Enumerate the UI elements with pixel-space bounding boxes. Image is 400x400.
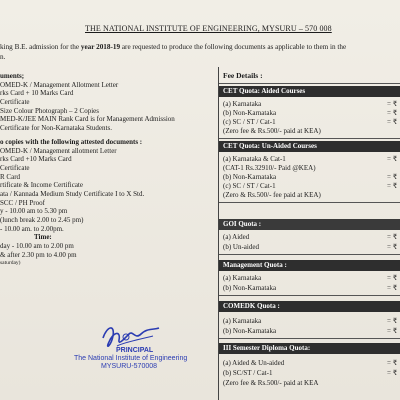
- doc-item: MED-K/JEE MAIN Rank Card is for Management Admission: [0, 115, 175, 124]
- fee-row: (b) Un-aided = ₹: [223, 243, 398, 251]
- copy-item: rks Card +10 Marks Card: [0, 155, 72, 164]
- doc-item: Size Colour Photograph – 2 Copies: [0, 106, 99, 115]
- fee-row: (a) Aided & Un-aided = ₹: [223, 359, 398, 367]
- timing-line: y - 10.00 am to 5.30 pm: [0, 207, 68, 216]
- doc-item: Certificate: [0, 98, 30, 107]
- timing-line: - 10.00 am. to 2.00pm.: [0, 224, 64, 233]
- fee-row: (a) Karnataka = ₹: [223, 100, 398, 108]
- fee-row: (a) Aided = ₹: [223, 233, 398, 241]
- copy-item: rtificate & Income Certificate: [0, 181, 83, 190]
- section-cet-aided: CET Quota: Aided Courses: [219, 86, 400, 97]
- fee-row: (a) Karnataka & Cat-1 = ₹: [223, 155, 398, 163]
- fee-note: (Zero & Rs.500/- fee paid at KEA): [223, 191, 321, 199]
- fee-row: (a) Karnataka = ₹: [223, 317, 398, 325]
- page-title: THE NATIONAL INSTITUTE OF ENGINEERING, MYSURU – 570 008: [85, 24, 332, 33]
- section-management: Management Quota :: [219, 260, 400, 271]
- intro-line-2: n.: [0, 53, 6, 61]
- timing-line: & after 2.30 pm to 4.00 pm: [0, 250, 77, 259]
- fee-row: (a) Karnataka = ₹: [223, 274, 398, 282]
- intro-paragraph: [0, 42, 400, 62]
- timing-line: (lunch break 2.00 to 2.45 pm): [0, 216, 84, 224]
- fee-row: (b) SC/ST / Cat-1 = ₹: [223, 369, 398, 377]
- copy-item: SCC / PH Proof: [0, 198, 45, 207]
- section-comedk: COMEDK Quota :: [219, 301, 400, 312]
- fee-row: (c) SC / ST / Cat-1 = ₹: [223, 182, 398, 190]
- fee-row: (b) Non-Karnataka = ₹: [223, 284, 398, 292]
- fee-note: (Zero fee & Rs.500/- paid at KEA): [223, 127, 321, 135]
- documents-heading: uments;: [0, 72, 25, 80]
- fee-row: (c) SC / ST / Cat-1 = ₹: [223, 118, 398, 126]
- doc-item: Certificate for Non-Karnataka Students.: [0, 124, 112, 133]
- fee-details-table: [218, 67, 400, 400]
- doc-item: rks Card + 10 Marks Card: [0, 89, 74, 98]
- doc-item: OMED-K / Management Allotment Letter: [0, 80, 119, 89]
- section-goi: GOI Quota :: [219, 219, 400, 230]
- copy-item: OMED-K / Management allotment Letter: [0, 146, 117, 155]
- copies-heading: o copies with the following attested documents :: [0, 137, 143, 146]
- fee-heading: Fee Details :: [223, 71, 263, 80]
- timing-line: saturday): [0, 260, 21, 267]
- stamp-institute: The National Institute of Engineering: [74, 355, 188, 362]
- documents-column: [0, 72, 200, 268]
- copy-item: ata / Kannada Medium Study Certificate I to X Std.: [0, 189, 145, 198]
- time-heading: Time:: [34, 233, 52, 242]
- section-cet-unaided: CET Quota: Un-Aided Courses: [219, 141, 400, 152]
- fee-row: (b) Non-Karnataka = ₹: [223, 327, 398, 335]
- section-diploma: III Semester Diploma Quota:: [219, 343, 400, 354]
- stamp-city: MYSURU-570008: [101, 363, 158, 370]
- copy-item: Certificate: [0, 163, 30, 172]
- intro-line-1: king B.E. admission for the year 2018-19 are requested to produce the following documents as applicable to them in the: [0, 43, 347, 51]
- copy-item: R Card: [0, 172, 21, 181]
- stamp-title: PRINCIPAL: [116, 347, 154, 354]
- fee-note: (CAT-1 Rs.32910/- Paid @KEA): [223, 164, 316, 172]
- fee-row: (b) Non-Karnataka = ₹: [223, 109, 398, 117]
- fee-row: (b) Non-Karnataka = ₹: [223, 173, 398, 181]
- fee-note: (Zero fee & Rs.500/- paid at KEA: [223, 379, 319, 387]
- timing-line: day - 10.00 am to 2.00 pm: [0, 242, 74, 251]
